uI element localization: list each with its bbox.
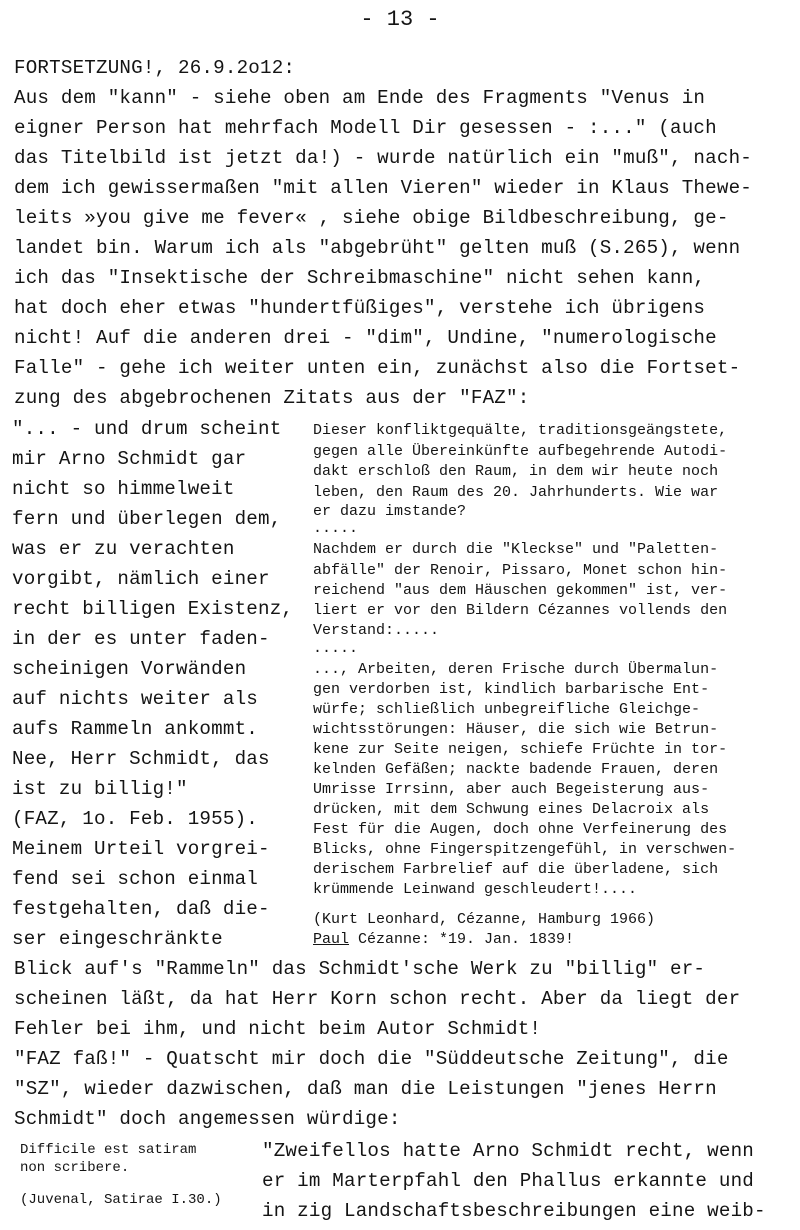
note-line: non scribere. bbox=[20, 1160, 130, 1176]
text-line: das Titelbild ist jetzt da!) - wurde natürlich ein "muß", nach- bbox=[14, 147, 753, 169]
quote-line: Blicks, ohne Fingerspitzengefühl, in verschwen- bbox=[313, 841, 737, 858]
text-line: recht billigen Existenz, bbox=[12, 598, 294, 620]
text-line: fend sei schon einmal bbox=[12, 868, 259, 890]
text-line: fern und überlegen dem, bbox=[12, 508, 282, 530]
text-line: dem ich gewissermaßen "mit allen Vieren" wieder in Klaus Thewe- bbox=[14, 177, 753, 199]
quote-line: Umrisse Irrsinn, aber auch Begeisterung aus- bbox=[313, 781, 710, 798]
text-line: Meinem Urteil vorgrei- bbox=[12, 838, 270, 860]
quote-line: Verstand:..... bbox=[313, 622, 440, 639]
text-line: ser eingeschränkte bbox=[12, 928, 223, 950]
quote-line: krümmende Leinwand geschleudert!.... bbox=[313, 881, 638, 898]
quote-line: ..... bbox=[313, 640, 359, 657]
text-line: leits »you give me fever« , siehe obige Bildbeschreibung, ge- bbox=[14, 207, 729, 229]
text-line: scheinigen Vorwänden bbox=[12, 658, 247, 680]
quote-line: Nachdem er durch die "Kleckse" und "Paletten- bbox=[313, 541, 719, 558]
text-line: "SZ", wieder dazwischen, daß man die Leistungen "jenes Herrn bbox=[14, 1078, 717, 1100]
birth-prefix: Paul bbox=[313, 931, 350, 948]
text-line: in zig Landschaftsbeschreibungen eine weib- bbox=[262, 1200, 766, 1222]
text-line: festgehalten, daß die- bbox=[12, 898, 270, 920]
text-line: Aus dem "kann" - siehe oben am Ende des Fragments "Venus in bbox=[14, 87, 706, 109]
text-line: ist zu billig!" bbox=[12, 778, 188, 800]
text-line: vorgibt, nämlich einer bbox=[12, 568, 270, 590]
text-line: scheinen läßt, da hat Herr Korn schon recht. Aber da liegt der bbox=[14, 988, 741, 1010]
quote-line: ..., Arbeiten, deren Frische durch Übermalun- bbox=[313, 661, 719, 678]
quote-line: drücken, mit dem Schwung eines Delacroix als bbox=[313, 801, 710, 818]
text-line: "... - und drum scheint bbox=[12, 418, 282, 440]
text-line: Nee, Herr Schmidt, das bbox=[12, 748, 270, 770]
text-line: eigner Person hat mehrfach Modell Dir gesessen - :..." (auch bbox=[14, 117, 717, 139]
quote-line: kelnden Gefäßen; nackte badende Frauen, deren bbox=[313, 761, 719, 778]
text-line: er im Marterpfahl den Phallus erkannte und bbox=[262, 1170, 755, 1192]
text-line: Falle" - gehe ich weiter unten ein, zunächst also die Fortset- bbox=[14, 357, 741, 379]
quote-line: ..... bbox=[313, 520, 359, 537]
text-line: landet bin. Warum ich als "abgebrüht" gelten muß (S.265), wenn bbox=[14, 237, 741, 259]
text-line: "FAZ faß!" - Quatscht mir doch die "Süddeutsche Zeitung", die bbox=[14, 1048, 729, 1070]
page-number: - 13 - bbox=[360, 7, 440, 32]
text-line: Schmidt" doch angemessen würdige: bbox=[14, 1108, 401, 1130]
text-line: nicht! Auf die anderen drei - "dim", Undine, "numerologische bbox=[14, 327, 717, 349]
text-line: Fehler bei ihm, und nicht beim Autor Schmidt! bbox=[14, 1018, 542, 1040]
text-line: nicht so himmelweit bbox=[12, 478, 235, 500]
quote-line: würfe; schließlich unbegreifliche Gleichge- bbox=[313, 701, 701, 718]
quote-line: abfälle" der Renoir, Pissaro, Monet schon hin- bbox=[313, 562, 728, 579]
quote-line: reichend "aus dem Häuschen gekommen" ist, ver- bbox=[313, 582, 728, 599]
text-line: auf nichts weiter als bbox=[12, 688, 259, 710]
quote-line: kene zur Seite neigen, schiefe Früchte in tor- bbox=[313, 741, 728, 758]
text-line: in der es unter faden- bbox=[12, 628, 270, 650]
quote-line: gegen alle Übereinkünfte aufbegehrende Autodi- bbox=[313, 443, 728, 460]
quote-line: dakt erschloß den Raum, in dem wir heute noch bbox=[313, 463, 719, 480]
text-line: "Zweifellos hatte Arno Schmidt recht, wenn bbox=[262, 1140, 755, 1162]
text-line: hat doch eher etwas "hundertfüßiges", verstehe ich übrigens bbox=[14, 297, 706, 319]
quote-line: Dieser konfliktgequälte, traditionsgeängstete, bbox=[313, 422, 728, 439]
quote-line: leben, den Raum des 20. Jahrhunderts. Wie war bbox=[313, 484, 719, 501]
note-line: Difficile est satiram bbox=[20, 1142, 197, 1158]
text-line: zung des abgebrochenen Zitats aus der "FAZ": bbox=[14, 387, 530, 409]
quote-source: (Kurt Leonhard, Cézanne, Hamburg 1966) bbox=[313, 911, 656, 928]
text-line: FORTSETZUNG!, 26.9.2o12: bbox=[14, 57, 296, 79]
quote-line: derischem Farbrelief auf die überladene, sich bbox=[313, 861, 719, 878]
quote-line: gen verdorben ist, kindlich barbarische Ent- bbox=[313, 681, 710, 698]
text-line: Blick auf's "Rammeln" das Schmidt'sche Werk zu "billig" er- bbox=[14, 958, 706, 980]
birth-line bbox=[313, 931, 574, 948]
quote-line: Fest für die Augen, doch ohne Verfeinerung des bbox=[313, 821, 728, 838]
quote-line: er dazu imstande? bbox=[313, 503, 467, 520]
quote-line: liert er vor den Bildern Cézannes vollends den bbox=[313, 602, 728, 619]
text-line: was er zu verachten bbox=[12, 538, 235, 560]
text-line: mir Arno Schmidt gar bbox=[12, 448, 247, 470]
text-line: ich das "Insektische der Schreibmaschine" nicht sehen kann, bbox=[14, 267, 706, 289]
birth-rest: Cézanne: *19. Jan. 1839! bbox=[349, 931, 575, 948]
text-line: aufs Rammeln ankommt. bbox=[12, 718, 259, 740]
quote-line: wichtsstörungen: Häuser, die sich wie Betrun- bbox=[313, 721, 719, 738]
text-line: (FAZ, 1o. Feb. 1955). bbox=[12, 808, 259, 830]
note-source: (Juvenal, Satirae I.30.) bbox=[20, 1192, 222, 1208]
